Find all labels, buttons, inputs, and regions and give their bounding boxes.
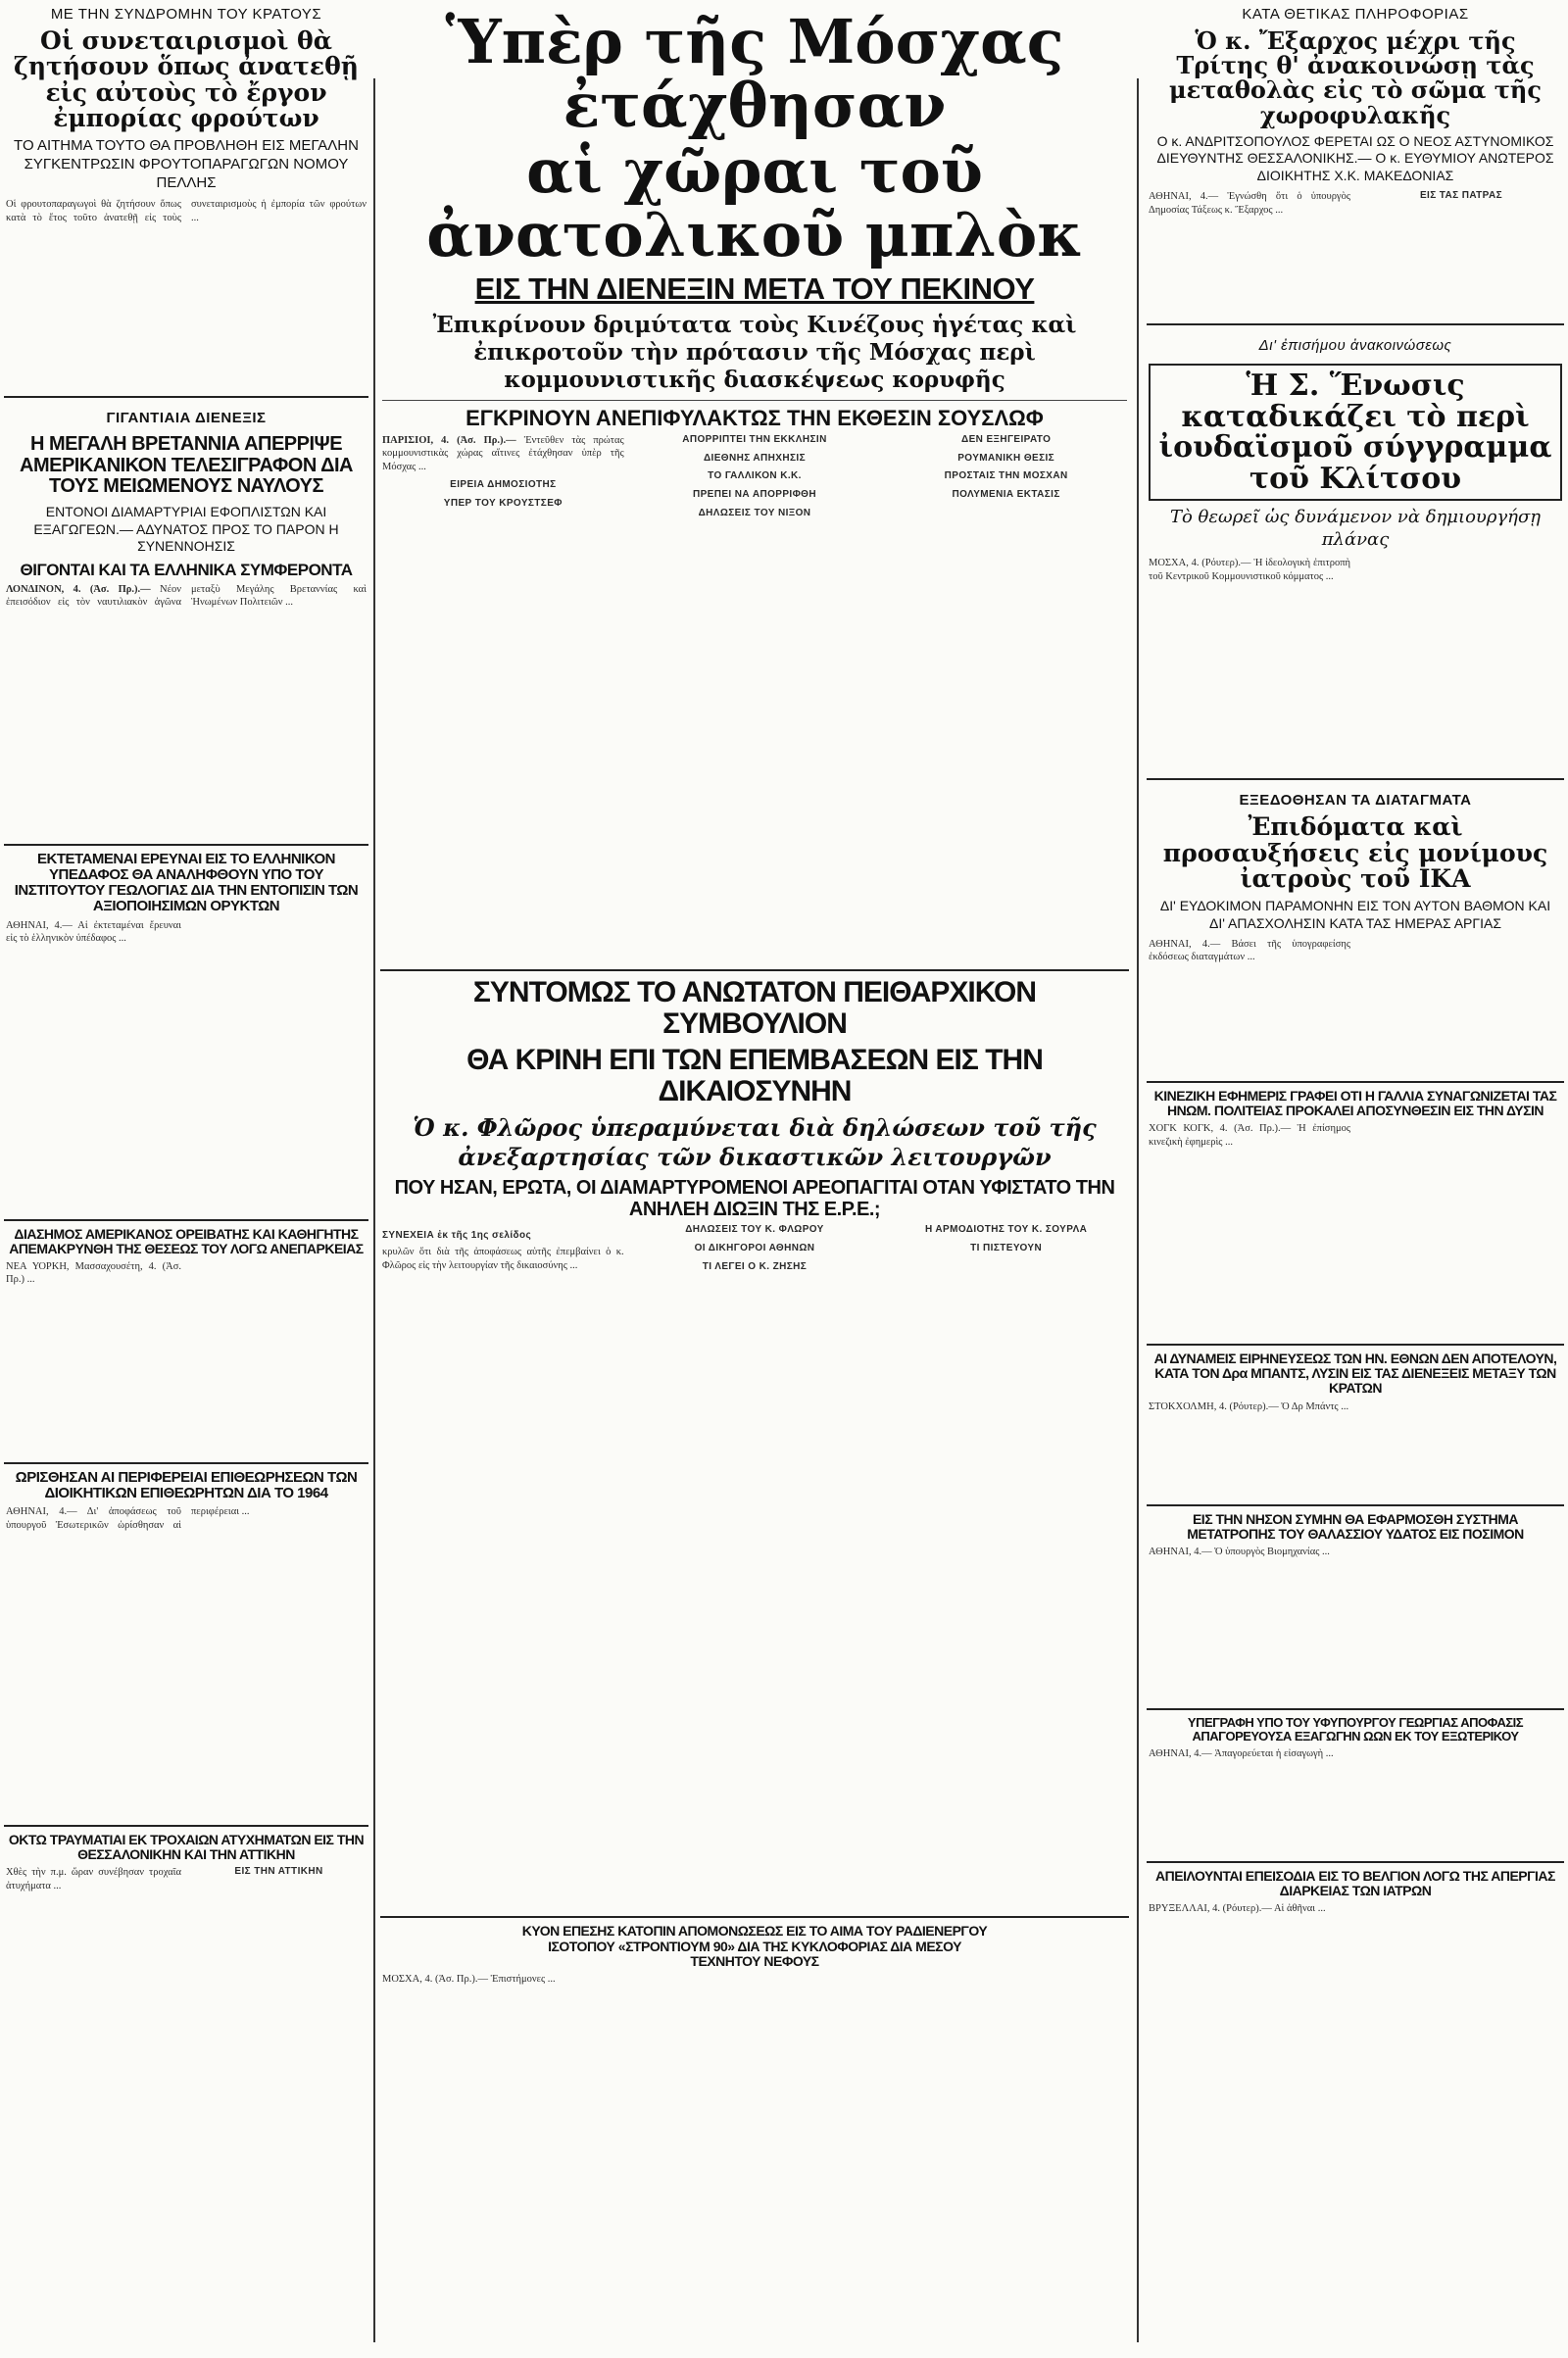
article-deck: Τὸ θεωρεῖ ὡς δυνάμενον νὰ δημιουργήσῃ πλάνας: [1169, 507, 1542, 550]
section-subhead: ΔΙΕΘΝΗΣ ΑΠΗΧΗΣΙΣ: [703, 452, 806, 464]
article-text: Νέον ἐπεισόδιον εἰς τὸν ναυτιλιακὸν ἀγῶνα μεταξὺ Μεγάλης Βρεταννίας καὶ Ἡνωμένων Πολιτειῶν ...: [6, 583, 367, 609]
article-text: Χθὲς τὴν π.μ. ὥραν συνέβησαν τροχαῖα ἀτυχήματα ...: [6, 1867, 181, 1891]
article-headline: Η ΜΕΓΑΛΗ ΒΡΕΤΑΝΝΙΑ ΑΠΕΡΡΙΨΕ ΑΜΕΡΙΚΑΝΙΚΟΝ ΤΕΛΕΣΙΓΡΑΦΟΝ ΔΙΑ ΤΟΥΣ ΜΕΙΩΜΕΝΟΥΣ ΝΑΥΛΟΥΣ: [20, 433, 353, 498]
divider: [1147, 323, 1564, 325]
second-subhead: ΠΟΥ ΗΣΑΝ, ΕΡΩΤΑ, ΟΙ ΔΙΑΜΑΡΤΥΡΟΜΕΝΟΙ ΑΡΕΟΠΑΓΙΤΑΙ ΟΤΑΝ ΥΦΙΣΤΑΤΟ ΤΗΝ ΑΝΗΛΕΗ ΔΙΩΞΙΝ ΤΗΣ Ε.Ρ.Ε.;: [394, 1177, 1115, 1220]
divider: [4, 1825, 368, 1827]
article-headline: ΟΚΤΩ ΤΡΑΥΜΑΤΙΑΙ ΕΚ ΤΡΟΧΑΙΩΝ ΑΤΥΧΗΜΑΤΩΝ ΕΙΣ ΤΗΝ ΘΕΣΣΑΛΟΝΙΚΗΝ ΚΑΙ ΤΗΝ ΑΤΤΙΚΗΝ: [8, 1832, 365, 1863]
section-subhead: ΕΙΣ ΤΑΣ ΠΑΤΡΑΣ: [1419, 190, 1503, 202]
article-headline: Οἱ συνεταιρισμοὶ θὰ ζητήσουν ὅπως ἀνατεθῇ εἰς αὐτοὺς τὸ ἔργον ἐμπορίας φρούτων: [14, 26, 359, 132]
article-deck: ΕΝΤΟΝΟΙ ΔΙΑΜΑΡΤΥΡΙΑΙ ΕΦΟΠΛΙΣΤΩΝ ΚΑΙ ΕΞΑΓΩΓΕΩΝ.— ΑΔΥΝΑΤΟΣ ΠΡΟΣ ΤΟ ΠΑΡΟΝ Η ΣΥΝΕΝΝΟΗΣΙΣ: [33, 504, 339, 555]
third-headline: ΚΥΟΝ ΕΠΕΣΗΣ ΚΑΤΟΠΙΝ ΑΠΟΜΟΝΩΣΕΩΣ ΕΙΣ ΤΟ ΑΙΜΑ ΤΟΥ ΡΑΔΙΕΝΕΡΓΟΥ ΙΣΟΤΟΠΟΥ «ΣΤΡΟΝΤΙΟΥΜ 90» ΔΙΑ ΤΗΣ ΚΥΚΛΟΦΟΡΙΑΣ ΔΙΑ ΜΕΣΟΥ ΤΕΧΝΗΤΟΥ ΝΕΦΟΥΣ: [521, 1923, 988, 1969]
divider: [1147, 1861, 1564, 1863]
section-subhead: ΠΟΛΥΜΕΝΙΑ ΕΚΤΑΣΙΣ: [952, 489, 1060, 501]
second-body: [382, 1224, 1127, 1910]
headline-box: [1149, 364, 1562, 501]
article-body: ΑΘΗΝΑΙ, 4.— Ὁ ὑπουργὸς Βιομηχανίας ...: [1149, 1546, 1330, 1557]
continuation-note: ΣΥΝΕΧΕΙΑ ἐκ τῆς 1ης σελίδος: [382, 1230, 532, 1242]
article-headline: ΑΙ ΔΥΝΑΜΕΙΣ ΕΙΡΗΝΕΥΣΕΩΣ ΤΩΝ ΗΝ. ΕΘΝΩΝ ΔΕΝ ΑΠΟΤΕΛΟΥΝ, ΚΑΤΑ ΤΟΝ Δρα ΜΠΑΝΤΣ, ΛΥΣΙΝ ΕΙΣ ΤΑΣ ΔΙΕΝΕΞΕΙΣ ΜΕΤΑΞΥ ΤΩΝ ΚΡΑΤΩΝ: [1153, 1351, 1557, 1397]
section-subhead: Η ΑΡΜΟΔΙΟΤΗΣ ΤΟΥ Κ. ΣΟΥΡΛΑ: [925, 1224, 1088, 1236]
left-column: [0, 0, 372, 2358]
article-body: ΑΘΗΝΑΙ, 4.— Αἱ ἐκτεταμέναι ἔρευναι εἰς τὸ ἑλληνικὸν ὑπέδαφος ...: [6, 919, 181, 945]
article-kicker: Δι' ἐπισήμου ἀνακοινώσεως: [1258, 337, 1452, 355]
article-kicker: ΜΕ ΤΗΝ ΣΥΝΔΡΟΜΗΝ ΤΟΥ ΚΡΑΤΟΥΣ: [50, 6, 322, 23]
article-headline: ΩΡΙΣΘΗΣΑΝ ΑΙ ΠΕΡΙΦΕΡΕΙΑΙ ΕΠΙΘΕΩΡΗΣΕΩΝ ΤΩΝ ΔΙΟΙΚΗΤΙΚΩΝ ΕΠΙΘΕΩΡΗΤΩΝ ΔΙΑ ΤΟ 1964: [15, 1468, 358, 1502]
article-body: [6, 1866, 367, 2042]
second-headline-line2: ΘΑ ΚΡΙΝΗ ΕΠΙ ΤΩΝ ΕΠΕΜΒΑΣΕΩΝ ΕΙΣ ΤΗΝ ΔΙΚΑΙΟΣΥΝΗΝ: [466, 1043, 1043, 1107]
divider: [382, 400, 1127, 401]
article-text: κρυλῶν ὅτι διὰ τῆς ἀποφάσεως αὐτῆς ἐπεμβαίνει ὁ κ. Φλῶρος εἰς τὴν λειτουργίαν τῆς δικαιοσύνης ...: [382, 1247, 624, 1271]
article-headline: Ἐπιδόματα καὶ προσαυξήσεις εἰς μονίμους ἰατροὺς τοῦ ΙΚΑ: [1162, 812, 1548, 893]
article-deck: ΔΙ' ΕΥΔΟΚΙΜΟΝ ΠΑΡΑΜΟΝΗΝ ΕΙΣ ΤΟΝ ΑΥΤΟΝ ΒΑΘΜΟΝ ΚΑΙ ΔΙ' ΑΠΑΣΧΟΛΗΣΙΝ ΚΑΤΑ ΤΑΣ ΗΜΕΡΑΣ ΑΡΓΙΑΣ: [1159, 898, 1551, 931]
middle-column: [376, 0, 1133, 2358]
article-subhead: ΘΙΓΟΝΤΑΙ ΚΑΙ ΤΑ ΕΛΛΗΝΙΚΑ ΣΥΜΦΕΡΟΝΤΑ: [20, 560, 353, 579]
article-body: ΧΟΓΚ ΚΟΓΚ, 4. (Ἀσ. Πρ.).— Ἡ ἐπίσημος κινεζικὴ ἐφημερὶς ...: [1149, 1123, 1350, 1148]
article-body: ΒΡΥΞΕΛΛΑΙ, 4. (Ρόυτερ).— Αἱ ἀθῆναι ...: [1149, 1903, 1326, 1915]
divider: [380, 969, 1129, 971]
lead-headline-line1: Ὑπὲρ τῆς Μόσχας ἐτάχθησαν: [445, 6, 1064, 142]
article-headline: Ὁ κ. Ἔξαρχος μέχρι τῆς Τρίτης θ' ἀνακοινώσῃ τὰς μεταθολὰς εἰς τὸ σῶμα τῆς χωροφυλακῆς: [1169, 26, 1542, 129]
section-subhead: ΔΗΛΩΣΕΙΣ ΤΟΥ ΝΙΞΟΝ: [698, 507, 811, 518]
section-subhead: ΥΠΕΡ ΤΟΥ ΚΡΟΥΣΤΣΕΦ: [443, 497, 563, 509]
column-rule: [1137, 78, 1139, 2342]
divider: [380, 1916, 1129, 1918]
section-subhead: ΔΕΝ ΕΞΗΓΕΙΡΑΤΟ: [961, 433, 1052, 445]
section-subhead: ΟΙ ΔΙΚΗΓΟΡΟΙ ΑΘΗΝΩΝ: [694, 1243, 815, 1254]
lead-headline-line2: αἱ χῶραι τοῦ ἀνατολικοῦ μπλὸκ: [426, 135, 1083, 271]
article-body: ΑΘΗΝΑΙ, 4.— Βάσει τῆς ὑπογραφείσης ἐκδόσεως διαταγμάτων ...: [1149, 939, 1350, 963]
article-headline: ΑΠΕΙΛΟΥΝΤΑΙ ΕΠΕΙΣΟΔΙΑ ΕΙΣ ΤΟ ΒΕΛΓΙΟΝ ΛΟΓΩ ΤΗΣ ΑΠΕΡΓΙΑΣ ΔΙΑΡΚΕΙΑΣ ΤΩΝ ΙΑΤΡΩΝ: [1155, 1867, 1555, 1898]
article-body: ΣΤΟΚΧΟΛΜΗ, 4. (Ρόυτερ).— Ὁ Δρ Μπάντς ...: [1149, 1400, 1349, 1412]
lead-body: [382, 434, 1127, 963]
article-body: Οἱ φρουτοπαραγωγοὶ θὰ ζητήσουν ὅπως κατὰ τὸ ἔτος τοῦτο ἀνατεθῇ εἰς τοὺς συνεταιρισμοὺς ἡ ἐμπορία τῶν φρούτων ...: [6, 199, 367, 223]
article-body: ΑΘΗΝΑΙ, 4.— Δι' ἀποφάσεως τοῦ ὑπουργοῦ Ἐσωτερικῶν ὡρίσθησαν αἱ περιφέρειαι ...: [6, 1506, 250, 1531]
second-deck: Ὁ κ. Φλῶρος ὑπεραμύνεται διὰ δηλώσεων τοῦ τῆς ἀνεξαρτησίας τῶν δικαστικῶν λειτουργῶν: [413, 1113, 1097, 1172]
divider: [1147, 1504, 1564, 1506]
article-deck: ΤΟ ΑΙΤΗΜΑ ΤΟΥΤΟ ΘΑ ΠΡΟΒΛΗΘΗ ΕΙΣ ΜΕΓΑΛΗΝ ΣΥΓΚΕΝΤΡΩΣΙΝ ΦΡΟΥΤΟΠΑΡΑΓΩΓΩΝ ΝΟΜΟΥ ΠΕΛΛΗΣ: [14, 137, 359, 191]
dateline: ΠΑΡΙΣΙΟΙ, 4. (Ἀσ. Πρ.).—: [382, 434, 516, 446]
column-rule: [373, 78, 375, 2342]
right-column: [1143, 0, 1568, 2358]
article-body: [6, 583, 367, 838]
section-subhead: ΤΙ ΠΙΣΤΕΥΟΥΝ: [970, 1243, 1043, 1254]
divider: [4, 844, 368, 846]
section-subhead: ΠΡΟΣΤΑΙΣ ΤΗΝ ΜΟΣΧΑΝ: [944, 470, 1068, 482]
article-body: ΜΟΣΧΑ, 4. (Ρόυτερ).— Ἡ ἰδεολογικὴ ἐπιτροπὴ τοῦ Κεντρικοῦ Κομμουνιστικοῦ κόμματος ...: [1149, 558, 1350, 582]
lead-deck: Ἐπικρίνουν δριμύτατα τοὺς Κινέζους ἡγέτας καὶ ἐπικροτοῦν τὴν πρότασιν τῆς Μόσχας περὶ κομμουνιστικῆς διασκέψεως κορυφῆς: [432, 311, 1077, 393]
section-subhead: ΕΙΡΕΙΑ ΔΗΜΟΣΙΟΤΗΣ: [450, 479, 557, 491]
divider: [1147, 1344, 1564, 1346]
article-headline: ΕΙΣ ΤΗΝ ΝΗΣΟΝ ΣΥΜΗΝ ΘΑ ΕΦΑΡΜΟΣΘΗ ΣΥΣΤΗΜΑ ΜΕΤΑΤΡΟΠΗΣ ΤΟΥ ΘΑΛΑΣΣΙΟΥ ΥΔΑΤΟΣ ΕΙΣ ΠΟΣΙΜΟΝ: [1187, 1510, 1524, 1542]
divider: [4, 1462, 368, 1464]
article-headline: Ἡ Σ. Ἕνωσις καταδικάζει τὸ περὶ ἰουδαϊσμοῦ σύγγραμμα τοῦ Κλίτσου: [1158, 368, 1552, 496]
third-body: ΜΟΣΧΑ, 4. (Ἀσ. Πρ.).— Ἐπιστήμονες ...: [382, 1973, 556, 1985]
divider: [1147, 778, 1564, 780]
section-subhead: ΤΟ ΓΑΛΛΙΚΟΝ Κ.Κ.: [708, 470, 802, 482]
section-subhead: ΡΟΥΜΑΝΙΚΗ ΘΕΣΙΣ: [957, 452, 1055, 464]
article-body: [1149, 190, 1562, 318]
section-subhead: ΕΙΣ ΤΗΝ ΑΤΤΙΚΗΝ: [234, 1866, 323, 1878]
article-deck: Ο κ. ΑΝΔΡΙΤΣΟΠΟΥΛΟΣ ΦΕΡΕΤΑΙ ΩΣ Ο ΝΕΟΣ ΑΣΤΥΝΟΜΙΚΟΣ ΔΙΕΥΘΥΝΤΗΣ ΘΕΣΣΑΛΟΝΙΚΗΣ.— Ο κ. ΕΥΘΥΜΙΟΥ ΑΝΩΤΕΡΟΣ ΔΙΟΙΚΗΤΗΣ Χ.Κ. ΜΑΚΕΔΟΝΙΑΣ: [1156, 132, 1554, 183]
article-kicker: ΓΙΓΑΝΤΙΑΙΑ ΔΙΕΝΕΞΙΣ: [106, 410, 267, 427]
article-headline: ΔΙΑΣΗΜΟΣ ΑΜΕΡΙΚΑΝΟΣ ΟΡΕΙΒΑΤΗΣ ΚΑΙ ΚΑΘΗΓΗΤΗΣ ΑΠΕΜΑΚΡΥΝΘΗ ΤΗΣ ΘΕΣΕΩΣ ΤΟΥ ΛΟΓΩ ΑΝΕΠΑΡΚΕΙΑΣ: [9, 1225, 364, 1256]
article-body: ΑΘΗΝΑΙ, 4.— Ἀπαγορεύεται ἡ εἰσαγωγὴ ...: [1149, 1747, 1334, 1759]
divider: [4, 1219, 368, 1221]
article-kicker: ΕΞΕΔΟΘΗΣΑΝ ΤΑ ΔΙΑΤΑΓΜΑΤΑ: [1239, 792, 1472, 810]
article-text: Ἐντεῦθεν τὰς πρώτας κομμουνιστικὰς χώρας αἵτινες ἐτάχθησαν ὑπὲρ τῆς Μόσχας ...: [382, 434, 624, 472]
dateline: ΛΟΝΔΙΝΟΝ, 4. (Ἀσ. Πρ.).—: [6, 583, 151, 595]
section-subhead: ΠΡΕΠΕΙ ΝΑ ΑΠΟΡΡΙΦΘΗ: [692, 489, 816, 501]
article-body: ΝΕΑ ΥΟΡΚΗ, Μασσαχουσέτη, 4. (Ἀσ. Πρ.) ...: [6, 1260, 181, 1286]
lead-subhead: ΕΓΚΡΙΝΟΥΝ ΑΝΕΠΙΦΥΛΑΚΤΩΣ ΤΗΝ ΕΚΘΕΣΙΝ ΣΟΥΣΛΩΦ: [466, 405, 1044, 430]
article-kicker: ΚΑΤΑ ΘΕΤΙΚΑΣ ΠΛΗΡΟΦΟΡΙΑΣ: [1242, 6, 1469, 23]
lead-banner: ΕΙΣ ΤΗΝ ΔΙΕΝΕΞΙΝ ΜΕΤΑ ΤΟΥ ΠΕΚΙΝΟΥ: [474, 271, 1035, 307]
second-headline-line1: ΣΥΝΤΟΜΩΣ ΤΟ ΑΝΩΤΑΤΟΝ ΠΕΙΘΑΡΧΙΚΟΝ ΣΥΜΒΟΥΛΙΟΝ: [472, 975, 1037, 1041]
section-subhead: ΤΙ ΛΕΓΕΙ Ο Κ. ΖΗΣΗΣ: [702, 1261, 808, 1273]
article-text: ΑΘΗΝΑΙ, 4.— Ἐγνώσθη ὅτι ὁ ὑπουργὸς Δημοσίας Τάξεως κ. Ἔξαρχος ...: [1149, 191, 1350, 216]
article-headline: ΕΚΤΕΤΑΜΕΝΑΙ ΕΡΕΥΝΑΙ ΕΙΣ ΤΟ ΕΛΛΗΝΙΚΟΝ ΥΠΕΔΑΦΟΣ ΘΑ ΑΝΑΛΗΦΘΟΥΝ ΥΠΟ ΤΟΥ ΙΝΣΤΙΤΟΥΤΟΥ ΓΕΩΛΟΓΙΑΣ ΔΙΑ ΤΗΝ ΕΝΤΟΠΙΣΙΝ ΤΩΝ ΑΞΙΟΠΟΙΗΣΙΜΩΝ ΟΡΥΚΤΩΝ: [14, 850, 359, 915]
article-headline: ΥΠΕΓΡΑΦΗ ΥΠΟ ΤΟΥ ΥΦΥΠΟΥΡΓΟΥ ΓΕΩΡΓΙΑΣ ΑΠΟΦΑΣΙΣ ΑΠΑΓΟΡΕΥΟΥΣΑ ΕΞΑΓΩΓΗΝ ΩΩΝ ΕΚ ΤΟΥ ΕΞΩΤΕΡΙΚΟΥ: [1187, 1714, 1524, 1744]
divider: [1147, 1081, 1564, 1083]
divider: [1147, 1708, 1564, 1710]
divider: [4, 396, 368, 398]
article-headline: ΚΙΝΕΖΙΚΗ ΕΦΗΜΕΡΙΣ ΓΡΑΦΕΙ ΟΤΙ Η ΓΑΛΛΙΑ ΣΥΝΑΓΩΝΙΖΕΤΑΙ ΤΑΣ ΗΝΩΜ. ΠΟΛΙΤΕΙΑΣ ΠΡΟΚΑΛΕΙ ΑΠΟΣΥΝΘΕΣΙΝ ΕΙΣ ΤΗΝ ΔΥΣΙΝ: [1153, 1088, 1557, 1119]
section-subhead: ΑΠΟΡΡΙΠΤΕΙ ΤΗΝ ΕΚΚΛΗΣΙΝ: [682, 433, 827, 445]
section-subhead: ΔΗΛΩΣΕΙΣ ΤΟΥ Κ. ΦΛΩΡΟΥ: [685, 1224, 824, 1236]
